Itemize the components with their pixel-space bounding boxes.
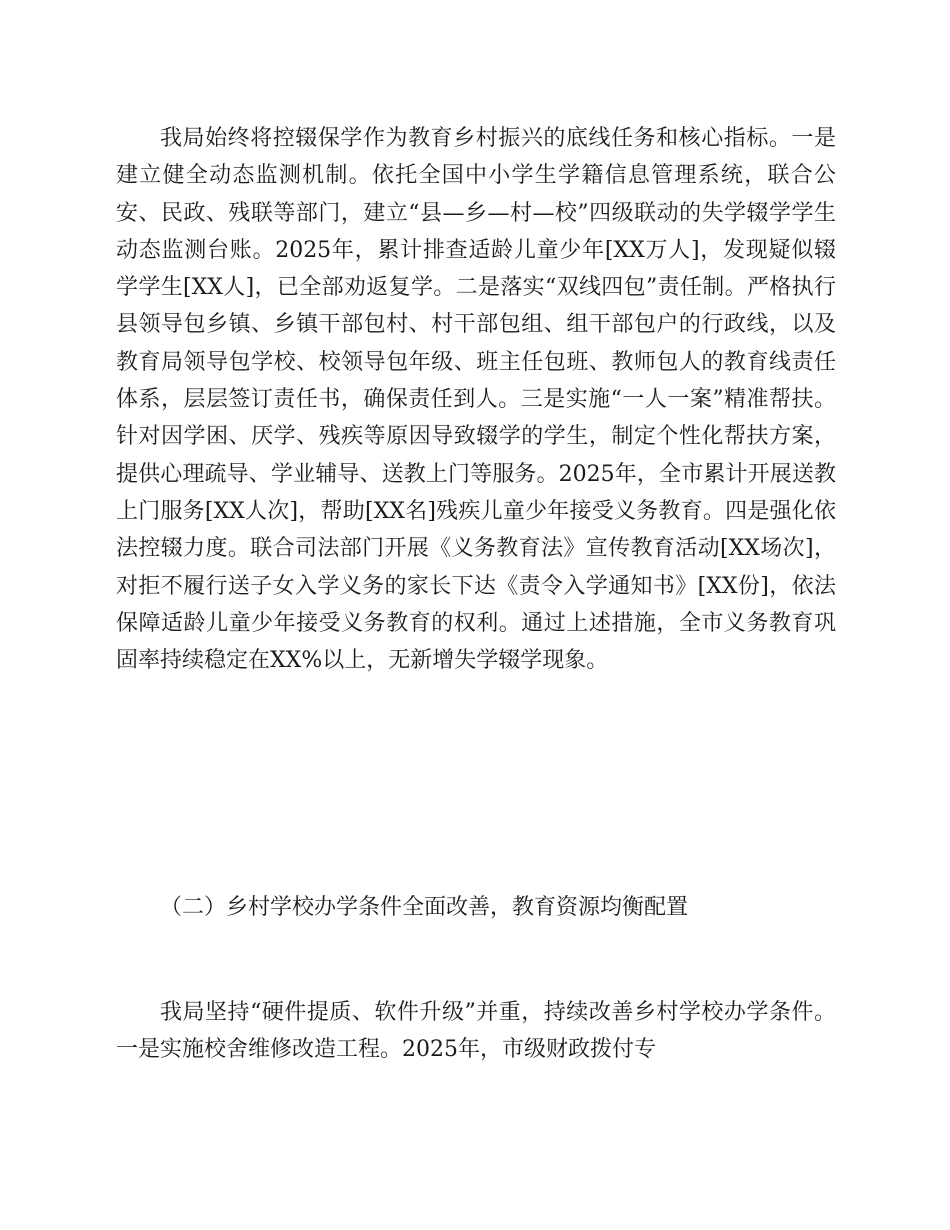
body-paragraph-dropout-control: 我局始终将控辍保学作为教育乡村振兴的底线任务和核心指标。一是建立健全动态监测机制。依托全国中小学生学籍信息管理系统，联合公安、民政、残联等部门，建立“县—乡—村—校”四级联动的失学辍学学生动态监测台账。2025年，累计排查适龄儿童少年[XX万人]，发现疑似辍学学生[XX人]，已全部劝返复学。二是落实“双线四包”责任制。严格执行县领导包乡镇、乡镇干部包村、村干部包组、组干部包户的行政线，以及教育局领导包学校、校领导包年级、班主任包班、教师包人的教育线责任体系，层层签订责任书，确保责任到人。三是实施“一人一案”精准帮扶。针对因学困、厌学、残疾等原因导致辍学的学生，制定个性化帮扶方案，提供心理疏导、学业辅导、送教上门等服务。2025年，全市累计开展送教上门服务[XX人次]，帮助[XX名]残疾儿童少年接受义务教育。四是强化依法控辍力度。联合司法部门开展《义务教育法》宣传教育活动[XX场次]，对拒不履行送子女入学义务的家长下达《责令入学通知书》[XX份]，依法保障适龄儿童少年接受义务教育的权利。通过上述措施，全市义务教育巩固率持续稳定在XX%以上，无新增失学辍学现象。 [116,126,836,674]
body-paragraph-school-conditions: 我局坚持“硬件提质、软件升级”并重，持续改善乡村学校办学条件。一是实施校舍维修改造工程。2025年，市级财政拨付专 [116,1000,836,1063]
section-heading-rural-schools: （二）乡村学校办学条件全面改善，教育资源均衡配置 [160,895,689,920]
